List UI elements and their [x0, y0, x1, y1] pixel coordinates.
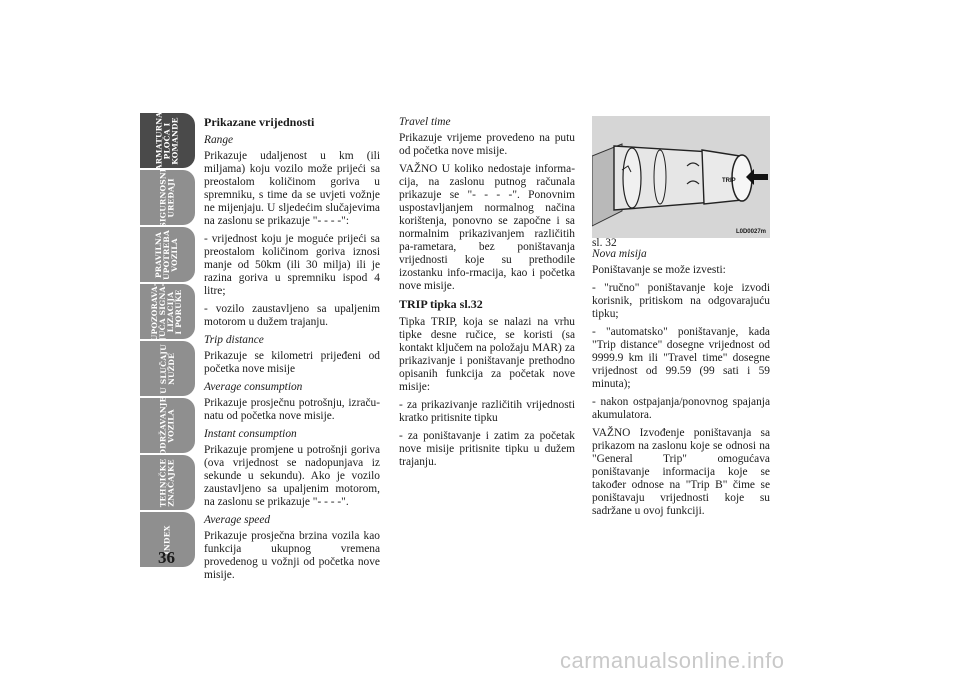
trip-button-label: TRIP [722, 178, 736, 184]
paragraph: Prikazuje vrijeme provedeno na putu od početka nove misije. [399, 132, 575, 157]
paragraph: Prikazuje udaljenost u km (ili miljama) koju vozilo može prijeći sa preostalom količinom goriva u spremniku, s time da se uvjeti vožnje ne mijenjaju. U sljedećim slučajevima na zaslonu se prikazuje "- - - -": [204, 150, 380, 227]
tab-upozoravajuca-signalizacija[interactable] [140, 284, 195, 339]
paragraph: VAŽNO U koliko nedostaje informa-cija, na zaslonu putnog računala prikazuje se "- - - -". Ponovnim uspostavljanjem normalnog načina korištenja, ponovno se započne i sa normalnim prikazivanjem različitih pa-rametara, bez poništavanja vrijednosti koje su prethodile izostanku info-rmacija, kao i početka nove misije. [399, 163, 575, 292]
paragraph: Prikazuje se kilometri prijeđeni od početka nove misije [204, 350, 380, 375]
paragraph: - vrijednost koju je moguće prijeći sa preostalom količinom goriva iznosi manje od 50km (ili 30 milja) ili je razina goriva u spremniku ispod 4 litre; [204, 233, 380, 297]
figure-caption: sl. 32 [592, 237, 617, 249]
tab-label: PRAVILNA UPOTREBA VOZILA [154, 229, 180, 280]
tab-armaturna-ploca[interactable] [140, 113, 195, 168]
paragraph: Prikazuje promjene u potrošnji goriva (ova vrijednost se nadopunjava iz sekunde u sekundu). Ako je vozilo zaustavljeno sa upaljenim motorom, na zaslonu se prikazuje "- - - -". [204, 444, 380, 508]
tab-odrzavanje-vozila[interactable] [140, 395, 195, 456]
column-3 [592, 248, 770, 523]
tab-tehnicke-znacajke[interactable] [140, 455, 195, 510]
column-1 [204, 116, 380, 587]
paragraph: - za poništavanje i zatim za početak nove misije pritisnite tipku u dužem trajanju. [399, 430, 575, 468]
paragraph: - za prikazivanje različitih vrijednosti kratko pritisnite tipku [399, 399, 575, 424]
stalk-drawing [592, 116, 770, 238]
paragraph: - "ručno" poništavanje koje izvodi korisnik, pritiskom na odgovarajuću tipku; [592, 282, 770, 320]
tab-label: ODRŽAVANJE VOZILA [158, 395, 176, 456]
subheading-average-speed: Average speed [204, 514, 271, 526]
tab-pravilna-upotreba[interactable] [140, 227, 195, 282]
subheading-trip-distance: Trip distance [204, 334, 264, 346]
subheading-range: Range [204, 134, 234, 146]
paragraph: Prikazuje prosječna brzina vozila kao funkcija ukupnog vremena provedenog u vožnji od početka nove misije. [204, 530, 380, 581]
tab-label: U SLUČAJU NUŽDE [158, 343, 176, 394]
tab-label: TEHNIČKE ZNAČAJKE [158, 458, 176, 507]
subheading-average-consumption: Average consumption [204, 381, 303, 393]
tab-label: UPOZORAVA- JUĆA SIGNA- LIZACIJA I PORUKE [150, 282, 184, 341]
tab-u-slucaju-nuzde[interactable] [140, 341, 195, 396]
figure-stalk-illustration [592, 116, 770, 238]
tab-sigurnosni-uredaji[interactable] [140, 167, 195, 228]
paragraph: - "automatsko" poništavanje, kada "Trip distance" dosegne vrijednost od 9999.9 km ili "Travel time" dosegne vrijednost od 99.59 (99 sati i 59 minuta); [592, 326, 770, 390]
paragraph: - nakon ostpajanja/ponovnog spajanja akumulatora. [592, 396, 770, 421]
paragraph: - vozilo zaustavljeno sa upaljenim motorom u dužem trajanju. [204, 303, 380, 328]
tab-label: ARMATURNA PLOČA I KOMANDE [154, 111, 180, 170]
section-title: Prikazane vrijednosti [204, 115, 315, 129]
page-number: 36 [158, 548, 175, 567]
tab-label: INDEX [162, 524, 172, 555]
tab-label: SIGURNOSNI UREĐAJI [158, 167, 176, 228]
subheading-nova-misija: Nova misija [592, 248, 647, 260]
paragraph: Prikazuje prosječnu potrošnju, izraču-natu od početka nove misije. [204, 397, 380, 422]
paragraph: VAŽNO Izvođenje poništavanja sa prikazom na zaslonu koje se odnosi na "General Trip" omogućava poništavanje informacija koje se također odnose na "Trip B" čime se poništavaju vrijednosti koje su sadržane u ovoj funkciji. [592, 427, 770, 517]
subheading-instant-consumption: Instant consumption [204, 428, 297, 440]
column-2 [399, 116, 575, 474]
watermark: carmanualsonline.info [560, 648, 785, 673]
paragraph: Poništavanje se može izvesti: [592, 264, 726, 276]
subheading-travel-time: Travel time [399, 116, 451, 128]
figure-code: L0D0027m [735, 229, 766, 235]
paragraph: Tipka TRIP, koja se nalazi na vrhu tipke desne ručice, se koristi (sa kontakt ključem na položaju MAR) za prikazivanje i poništavanje prethodno opisanih funkcija za početak nove misije: [399, 316, 575, 393]
section-title-trip: TRIP tipka sl.32 [399, 297, 483, 311]
